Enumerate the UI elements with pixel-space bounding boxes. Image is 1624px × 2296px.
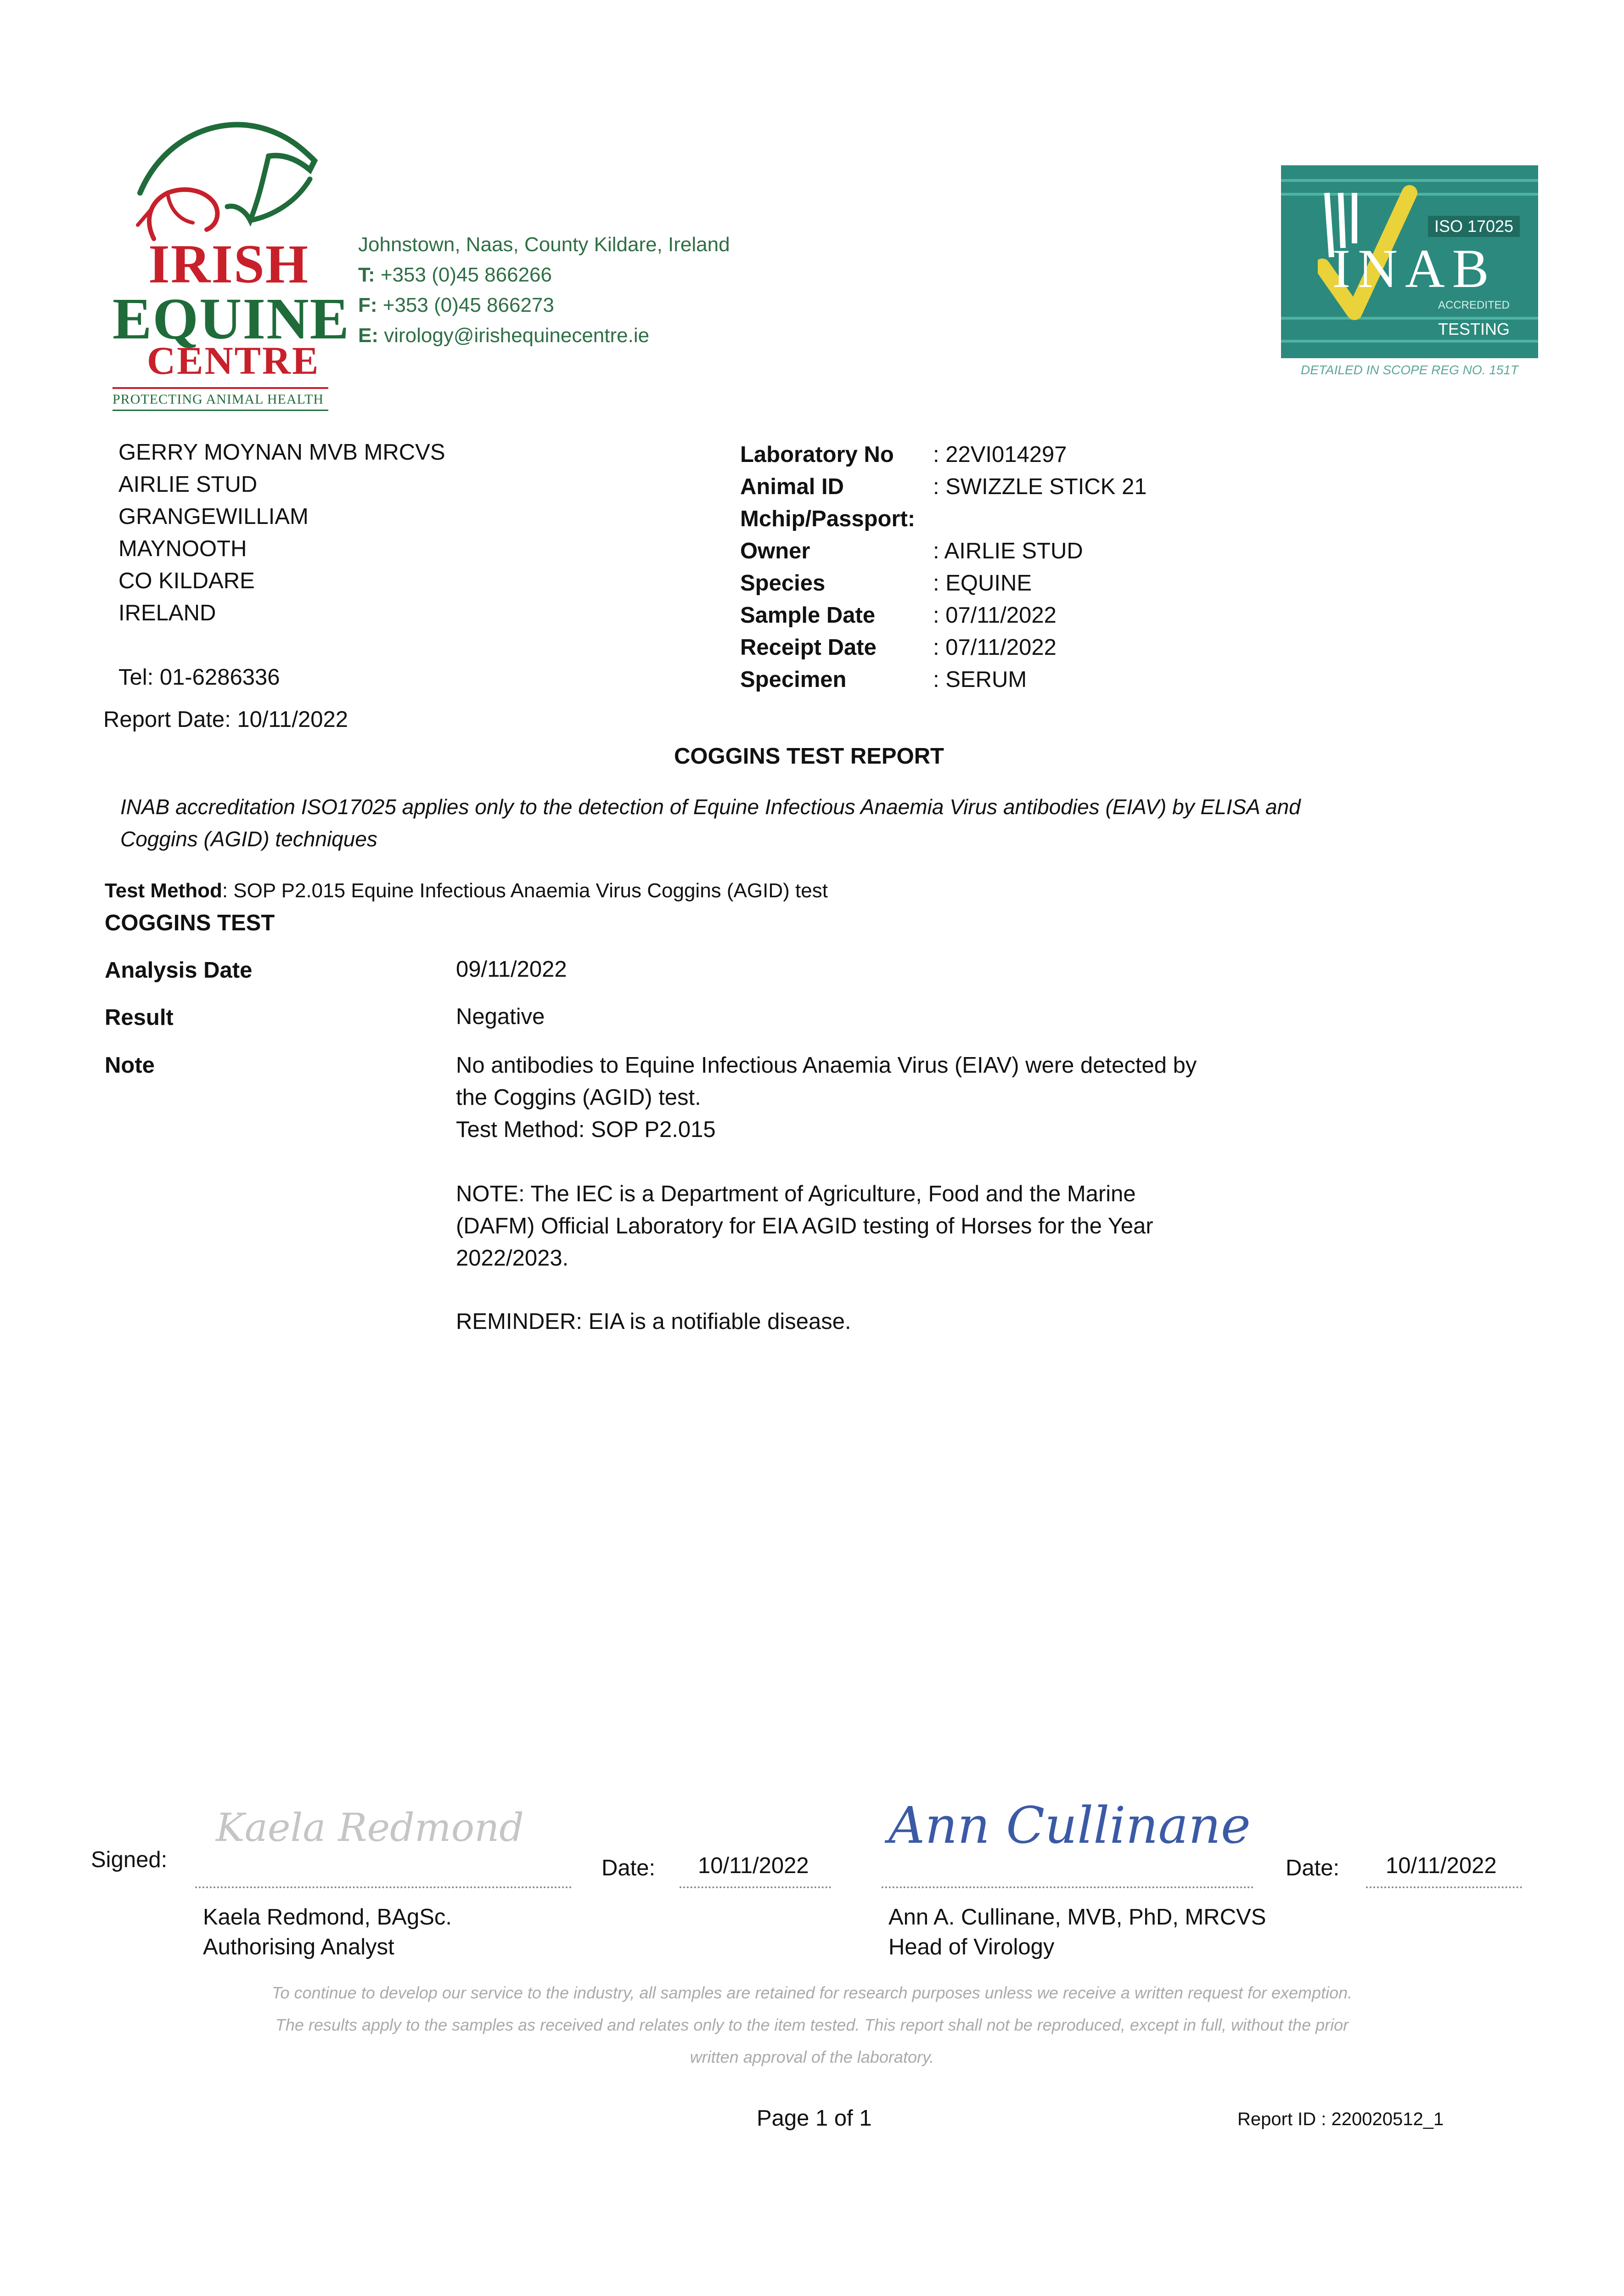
lab-info-label: Sample Date <box>740 603 876 628</box>
signature-line <box>882 1886 1253 1888</box>
lab-info-row <box>740 535 1147 567</box>
lab-info-label: Mchip/Passport: <box>740 506 916 531</box>
inab-testing: TESTING <box>1438 320 1510 338</box>
logo-tagline: PROTECTING ANIMAL HEALTH <box>112 392 324 407</box>
lab-info-label: Laboratory No <box>740 442 894 467</box>
lab-info-row <box>740 599 1147 631</box>
page-number: Page 1 of 1 <box>757 2106 872 2131</box>
address-line: IRELAND <box>118 601 216 625</box>
signature-kaela: Kaela Redmond <box>216 1805 524 1850</box>
result-value: Negative <box>456 1004 545 1029</box>
date-label: Date: <box>1286 1856 1340 1880</box>
lab-info-value: : 07/11/2022 <box>933 635 1056 660</box>
date-line <box>680 1886 831 1888</box>
email-label: E: <box>358 324 378 347</box>
note-line: No antibodies to Equine Infectious Anaemia Virus (EIAV) were detected by <box>456 1053 1197 1078</box>
right-date: 10/11/2022 <box>1386 1853 1497 1878</box>
note-line: Test Method: SOP P2.015 <box>456 1117 716 1142</box>
address-line: MAYNOOTH <box>118 536 247 561</box>
tel-label: T: <box>358 264 375 286</box>
date-line <box>1366 1886 1522 1888</box>
iec-note-line: 2022/2023. <box>456 1246 569 1271</box>
lab-info-label: Animal ID <box>740 474 844 499</box>
inab-scope: DETAILED IN SCOPE REG NO. 151T <box>1300 363 1519 377</box>
test-method-value: : SOP P2.015 Equine Infectious Anaemia Virus Coggins (AGID) test <box>222 879 828 902</box>
fax-label: F: <box>358 294 377 316</box>
disclaimer <box>138 1977 1486 2073</box>
logo-text-equine: EQUINE <box>112 286 350 351</box>
address-line: GERRY MOYNAN MVB MRCVS <box>118 440 445 465</box>
lab-info-row <box>740 567 1147 599</box>
inab-name: INAB <box>1332 238 1496 299</box>
report-date: Report Date: 10/11/2022 <box>103 707 348 732</box>
disclaimer-line: written approval of the laboratory. <box>690 2048 934 2066</box>
inab-iso: ISO 17025 <box>1428 216 1520 237</box>
lab-info-value: : AIRLIE STUD <box>933 539 1083 563</box>
contact-address: Johnstown, Naas, County Kildare, Ireland <box>358 233 730 256</box>
lab-info-value: : EQUINE <box>933 571 1032 596</box>
accreditation-note: Coggins (AGID) techniques <box>120 827 377 851</box>
contact-email: virology@irishequinecentre.ie <box>384 324 650 347</box>
iec-note-line: NOTE: The IEC is a Department of Agriculture, Food and the Marine <box>456 1182 1136 1206</box>
lab-info-label: Species <box>740 571 826 596</box>
lab-info-label: Owner <box>740 539 810 563</box>
date-label: Date: <box>601 1856 656 1880</box>
result-label: Result <box>105 1005 174 1030</box>
analysis-date-value: 09/11/2022 <box>456 957 567 982</box>
lab-info-value: : 07/11/2022 <box>933 603 1056 628</box>
recipient-address <box>118 436 445 629</box>
section-title: COGGINS TEST <box>105 911 275 935</box>
inab-accredited: ACCREDITED <box>1438 299 1510 311</box>
logo-text-centre: CENTRE <box>147 338 320 383</box>
disclaimer-line: To continue to develop our service to the industry, all samples are retained for research purposes unless we receive a written request for exemption. <box>271 1983 1353 2002</box>
signature-ann: Ann Cullinane <box>888 1796 1251 1855</box>
logo-text-irish: IRISH <box>148 233 309 294</box>
irish-equine-centre-logo <box>112 110 350 413</box>
reminder: REMINDER: EIA is a notifiable disease. <box>456 1309 851 1334</box>
lab-info-value: : 22VI014297 <box>933 442 1067 467</box>
report-id: Report ID : 220020512_1 <box>1237 2109 1444 2129</box>
lab-info-row <box>740 471 1147 503</box>
contact-fax: +353 (0)45 866273 <box>382 294 554 316</box>
lab-info-row <box>740 631 1147 664</box>
note-label: Note <box>105 1053 155 1078</box>
address-line: GRANGEWILLIAM <box>118 504 309 529</box>
right-signatory-name: Ann A. Cullinane, MVB, PhD, MRCVS <box>888 1905 1266 1930</box>
address-line: CO KILDARE <box>118 568 255 593</box>
lab-info-label: Receipt Date <box>740 635 877 660</box>
lab-info-row <box>740 503 1147 535</box>
iec-note-line: (DAFM) Official Laboratory for EIA AGID testing of Horses for the Year <box>456 1214 1153 1238</box>
test-method-label: Test Method <box>105 879 222 902</box>
report-title: COGGINS TEST REPORT <box>674 744 944 769</box>
inab-accreditation-badge <box>1281 165 1538 386</box>
note-line: the Coggins (AGID) test. <box>456 1085 701 1110</box>
contact-info <box>358 230 730 351</box>
left-signatory-title: Authorising Analyst <box>203 1935 394 1959</box>
lab-info-value: : SERUM <box>933 667 1027 692</box>
test-method <box>105 875 828 907</box>
lab-info-table <box>740 439 1147 696</box>
signed-label: Signed: <box>91 1847 168 1872</box>
lab-info-label: Specimen <box>740 667 847 692</box>
recipient-tel: Tel: 01-6286336 <box>118 665 280 690</box>
analysis-date-label: Analysis Date <box>105 958 253 983</box>
right-signatory-title: Head of Virology <box>888 1935 1055 1959</box>
contact-tel: +353 (0)45 866266 <box>380 264 552 286</box>
lab-info-value: : SWIZZLE STICK 21 <box>933 474 1147 499</box>
left-date: 10/11/2022 <box>698 1853 809 1878</box>
lab-info-row <box>740 439 1147 471</box>
signature-line <box>195 1886 572 1888</box>
left-signatory-name: Kaela Redmond, BAgSc. <box>203 1905 452 1930</box>
address-line: AIRLIE STUD <box>118 472 258 497</box>
disclaimer-line: The results apply to the samples as received and relates only to the item tested. This report shall not be reproduced, except in full, without the prior <box>275 2015 1349 2034</box>
accreditation-note: INAB accreditation ISO17025 applies only to the detection of Equine Infectious Anaemia Virus antibodies (EIAV) by ELISA and <box>120 795 1301 819</box>
lab-info-row <box>740 664 1147 696</box>
